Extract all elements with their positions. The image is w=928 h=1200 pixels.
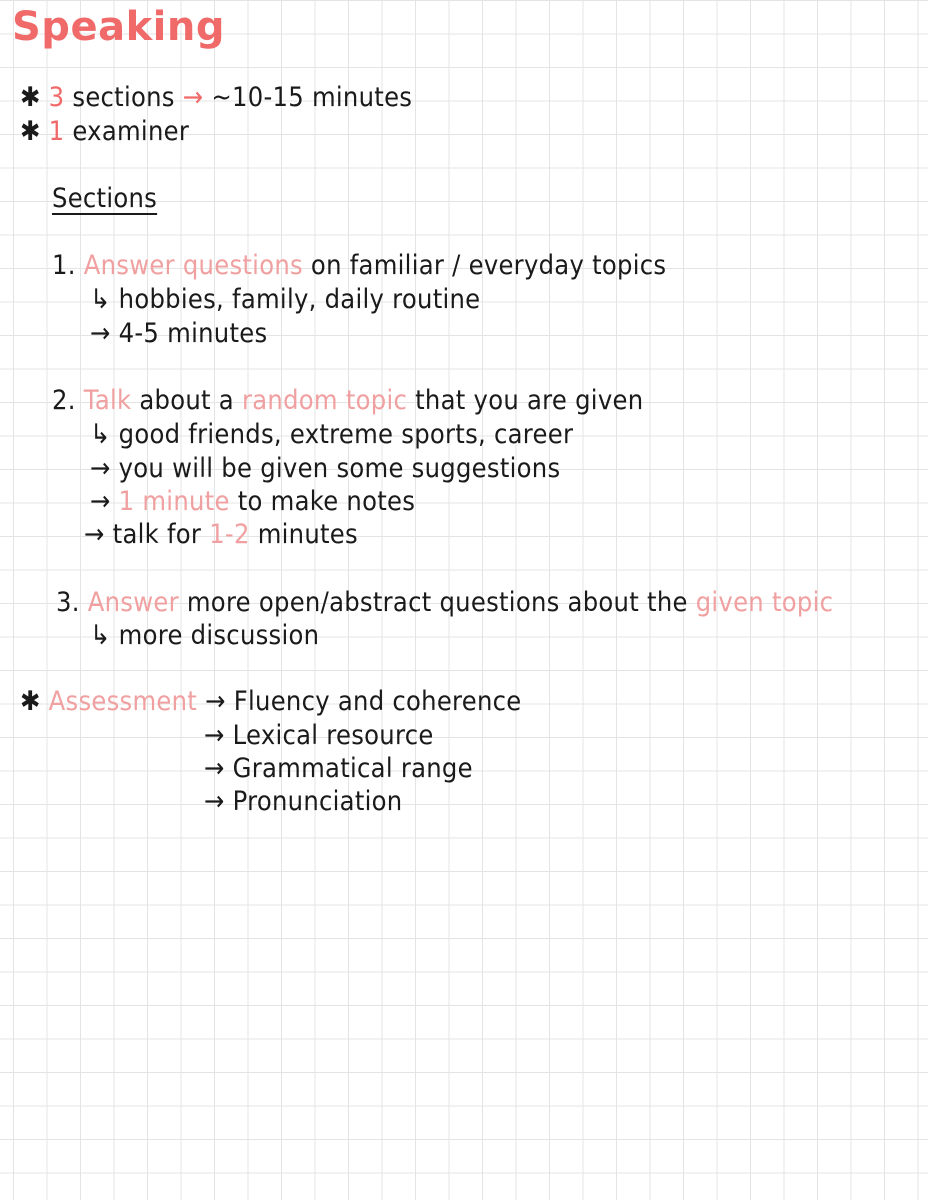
section-2-examples-text: good friends, extreme sports, career <box>118 419 574 450</box>
return-arrow-icon: ↳ <box>90 284 111 315</box>
assessment-criterion: Fluency and coherence <box>233 686 522 717</box>
section-3-highlight-topic: given topic <box>695 587 834 618</box>
section-2-notes-text: to make notes <box>237 486 416 517</box>
section-3-highlight-answer: Answer <box>87 587 179 618</box>
section-2-text-b: that you are given <box>415 385 644 416</box>
section-1-text: on familiar / everyday topics <box>310 250 667 281</box>
page-title: Speaking <box>12 4 225 50</box>
section-3-discussion-text: more discussion <box>118 620 320 651</box>
section-1-number: 1. <box>52 250 76 281</box>
star-bullet-icon: ✱ <box>20 686 41 717</box>
arrow-icon: → <box>84 519 105 550</box>
return-arrow-icon: ↳ <box>90 419 111 450</box>
section-count: 3 <box>48 82 65 113</box>
arrow-icon: → <box>90 486 111 517</box>
section-2-text-a: about a <box>139 385 234 416</box>
assessment-criterion: Grammatical range <box>232 753 473 784</box>
assessment-item <box>204 786 402 817</box>
arrow-icon: → <box>204 786 225 817</box>
test-duration: ~10-15 minutes <box>211 82 413 113</box>
sections-word: sections <box>72 82 175 113</box>
section-2-notes <box>90 486 415 517</box>
section-2-talk-time <box>84 519 358 550</box>
arrow-icon: → <box>204 720 225 751</box>
assessment-criterion: Lexical resource <box>232 720 434 751</box>
section-3-number: 3. <box>56 587 80 618</box>
star-bullet-icon: ✱ <box>20 116 41 147</box>
section-3-text: more open/abstract questions about the <box>186 587 688 618</box>
star-bullet-icon: ✱ <box>20 82 41 113</box>
overview-examiner-line <box>20 116 189 147</box>
assessment-label: Assessment <box>48 686 198 717</box>
arrow-icon: → <box>90 453 111 484</box>
section-2-examples <box>90 419 573 450</box>
arrow-icon: → <box>90 318 111 349</box>
section-1-duration-text: 4-5 minutes <box>118 318 268 349</box>
assessment-item <box>204 720 434 751</box>
section-1-examples-text: hobbies, family, daily routine <box>118 284 481 315</box>
arrow-icon: → <box>205 686 226 717</box>
return-arrow-icon: ↳ <box>90 620 111 651</box>
section-1-examples <box>90 284 480 315</box>
assessment-criterion: Pronunciation <box>232 786 403 817</box>
arrow-icon: → <box>204 753 225 784</box>
sections-heading: Sections <box>52 183 158 214</box>
examiner-count: 1 <box>48 116 65 147</box>
arrow-icon: → <box>182 82 204 113</box>
section-2-talk-duration: 1-2 <box>209 519 250 550</box>
assessment-item <box>204 753 473 784</box>
assessment-line <box>20 686 522 717</box>
section-2-suggestions <box>90 453 560 484</box>
examiner-word: examiner <box>72 116 190 147</box>
section-3-discussion <box>90 620 319 651</box>
section-2-notes-time: 1 minute <box>118 486 230 517</box>
section-1-highlight: Answer questions <box>83 250 303 281</box>
section-2-line <box>52 385 643 416</box>
section-2-highlight-topic: random topic <box>241 385 408 416</box>
section-3-line <box>56 587 833 618</box>
section-2-number: 2. <box>52 385 76 416</box>
section-1-line <box>52 250 666 281</box>
section-2-talk-b: minutes <box>257 519 358 550</box>
section-2-highlight-talk: Talk <box>83 385 132 416</box>
section-2-suggestions-text: you will be given some suggestions <box>118 453 561 484</box>
section-2-talk-a: talk for <box>112 519 202 550</box>
section-1-duration <box>90 318 267 349</box>
overview-sections-line <box>20 82 412 113</box>
